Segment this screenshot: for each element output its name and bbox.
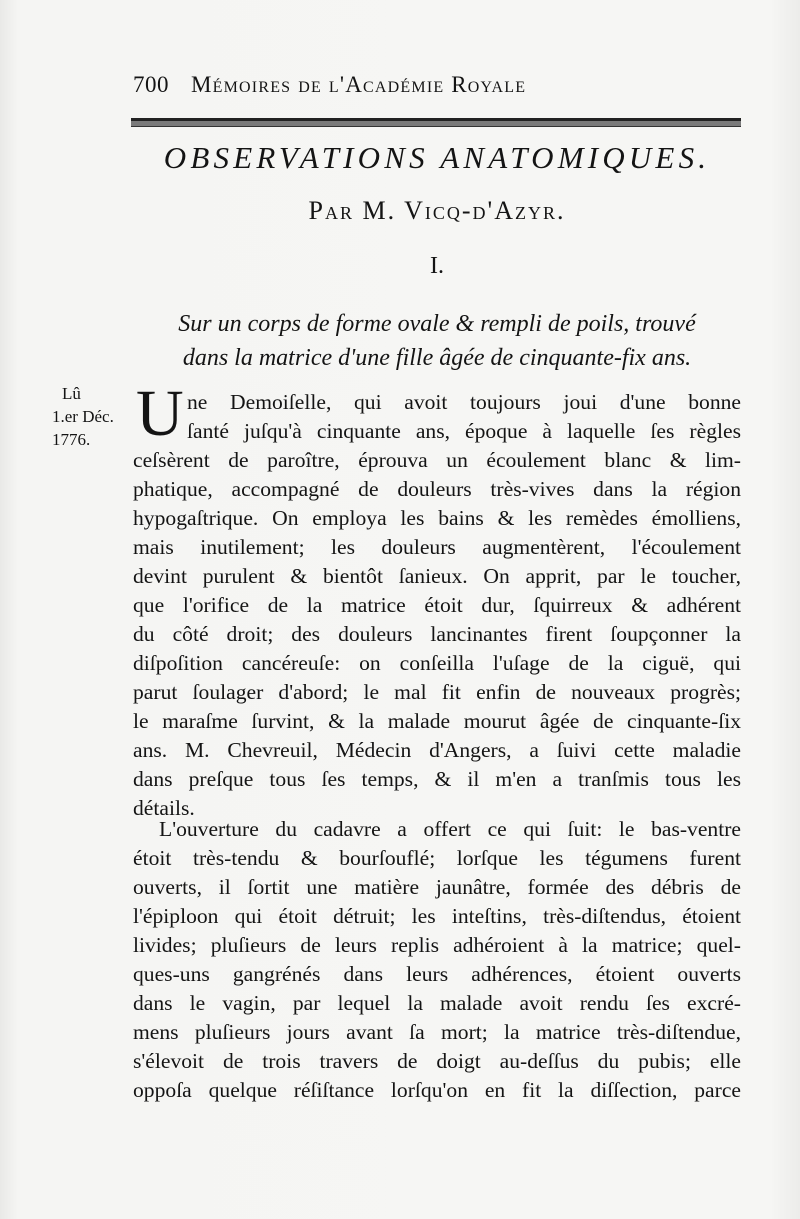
drop-cap: U — [136, 377, 184, 450]
text-line: le maraſme ſurvint, & la malade mourut âgée de cinquante-ſix — [133, 709, 741, 733]
text-line: hypogaſtrique. On employa les bains & les remèdes émolliens, — [133, 506, 741, 530]
text-line: s'élevoit de trois travers de doigt au-deſſus du pubis; elle — [133, 1049, 741, 1073]
text-line: ne Demoiſelle, qui avoit toujours joui d'une bonne — [187, 390, 741, 414]
article-heading: OBSERVATIONS ANATOMIQUES. — [163, 140, 711, 175]
header-rule — [131, 118, 741, 127]
text-line: diſpoſition cancéreuſe: on conſeilla l'uſage de la ciguë, qui — [133, 651, 741, 675]
text-line: l'épiploon qui étoit détruit; les inteſtins, très-diſtendus, étoient — [133, 904, 741, 928]
text-line: étoit très-tendu & bourſouflé; lorſque les tégumens furent — [133, 846, 741, 870]
text-line: parut ſoulager d'abord; le mal fit enfin de nouveaux progrès; — [133, 680, 741, 704]
paragraph-2 — [133, 815, 741, 1105]
running-head — [133, 72, 743, 98]
text-line: dans le vagin, par lequel la malade avoit rendu ſes excré- — [133, 991, 741, 1015]
text-line: ſanté juſqu'à cinquante ans, époque à laquelle ſes règles — [187, 419, 741, 443]
paragraph-1 — [133, 388, 741, 823]
text-line: ceſsèrent de paroître, éprouva un écoulement blanc & lim- — [133, 448, 741, 472]
margin-note-line: 1776. — [52, 430, 91, 449]
subtitle-line: Sur un corps de forme ovale & rempli de poils, trouvé — [178, 311, 696, 337]
page-number: 700 — [133, 72, 169, 97]
margin-note-line: 1.er Déc. — [52, 407, 114, 426]
text-line: ouverts, il ſortit une matière jaunâtre, formée des débris de — [133, 875, 741, 899]
text-line: que l'orifice de la matrice étoit dur, ſquirreux & adhérent — [133, 593, 741, 617]
text-line: ans. M. Chevreuil, Médecin d'Angers, a ſuivi cette maladie — [133, 738, 741, 762]
margin-note — [52, 382, 132, 451]
text-line: mais inutilement; les douleurs augmentèrent, l'écoulement — [133, 535, 741, 559]
text-line: phatique, accompagné de douleurs très-vives dans la région — [133, 477, 741, 501]
text-line: L'ouverture du cadavre a offert ce qui ſuit: le bas-ventre — [159, 817, 741, 841]
text-line: dans preſque tous ſes temps, & il m'en a tranſmis tous les — [133, 767, 741, 791]
text-line: oppoſa quelque réſiſtance lorſqu'on en fit la diſſection, parce — [133, 1078, 741, 1102]
text-line: mens pluſieurs jours avant ſa mort; la matrice très-diſtendue, — [133, 1020, 741, 1044]
text-line: détails. — [133, 796, 195, 820]
text-line: du côté droit; des douleurs lancinantes firent ſoupçonner la — [133, 622, 741, 646]
margin-note-line: Lû — [62, 384, 81, 403]
subtitle-line: dans la matrice d'une fille âgée de cinquante-fix ans. — [182, 345, 692, 371]
text-line: ques-uns gangrénés dans leurs adhérences, étoient ouverts — [133, 962, 741, 986]
section-number: I. — [430, 253, 444, 279]
author-line: Par M. Vicq-d'Azyr. — [308, 196, 566, 225]
running-title: Mémoires de l'Académie Royale — [191, 72, 527, 97]
section-subtitle — [131, 307, 743, 375]
text-line: livides; pluſieurs de leurs replis adhéroient à la matrice; quel- — [133, 933, 741, 957]
text-line: devint purulent & bientôt ſanieux. On apprit, par le toucher, — [133, 564, 741, 588]
